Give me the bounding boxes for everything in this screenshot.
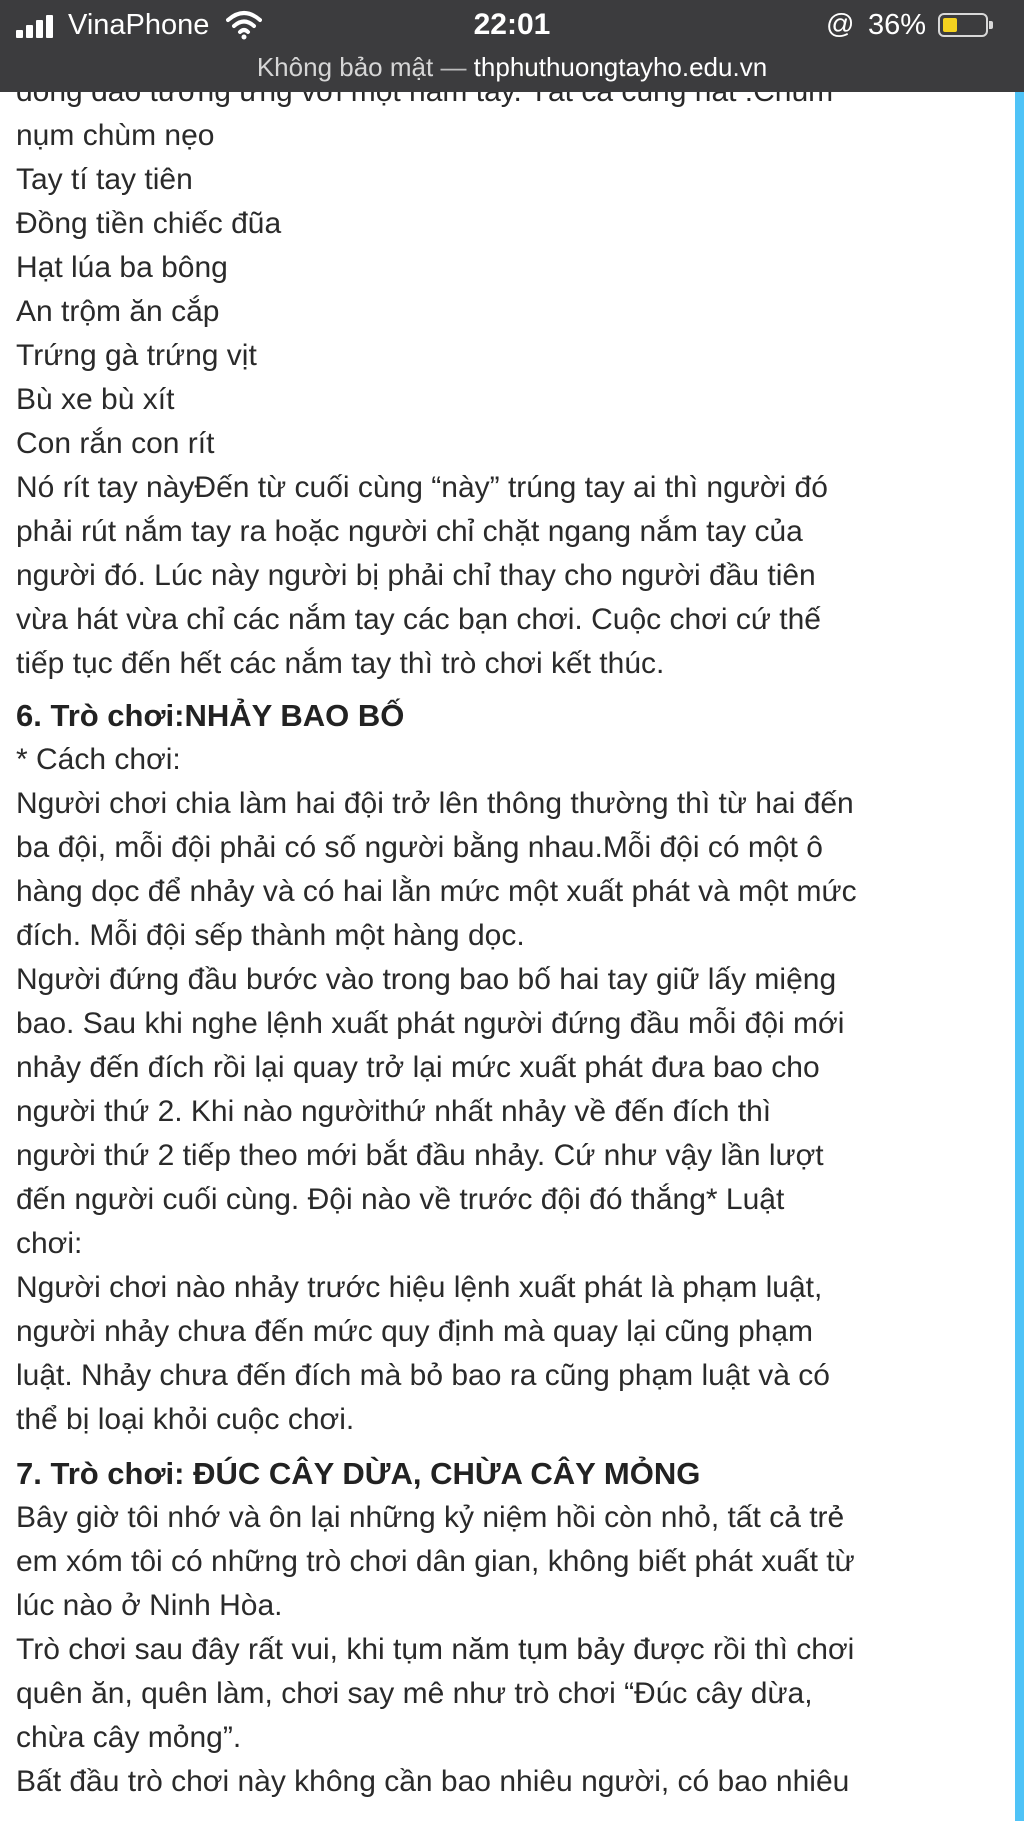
text-line: nhảy đến đích rồi lại quay trở lại mức xuất phát đưa bao cho: [16, 1051, 820, 1084]
text-line: tiếp tục đến hết các nắm tay thì trò chơi kết thúc.: [16, 647, 665, 680]
text-line: lúc nào ở Ninh Hòa.: [16, 1589, 283, 1622]
text-line: ba đội, mỗi đội phải có số người bằng nhau.Mỗi đội có một ô: [16, 831, 823, 864]
text-line: nụm chùm nẹo: [16, 119, 215, 152]
text-line: Tay tí tay tiên: [16, 163, 193, 196]
text-line: luật. Nhảy chưa đến đích mà bỏ bao ra cũng phạm luật và có: [16, 1359, 830, 1392]
battery-icon: [938, 13, 988, 37]
text-line: Trò chơi sau đây rất vui, khi tụm năm tụm bảy được rồi thì chơi: [16, 1633, 855, 1666]
article-content: [16, 70, 984, 1804]
text-line: Người đứng đầu bước vào trong bao bố hai tay giữ lấy miệng: [16, 963, 837, 996]
browser-top-bar: [0, 0, 1024, 92]
text-line: Nó rít tay nàyĐến từ cuối cùng “này” trúng tay ai thì người đó: [16, 471, 828, 504]
text-line: chơi:: [16, 1227, 83, 1260]
status-bar: [0, 0, 1024, 52]
section-6-body: [16, 738, 984, 1442]
section-7-heading: 7. Trò chơi: ĐÚC CÂY DỪA, CHỪA CÂY MỎNG: [16, 1456, 701, 1491]
text-line: thể bị loại khỏi cuộc chơi.: [16, 1403, 355, 1436]
text-line: bao. Sau khi nghe lệnh xuất phát người đứng đầu mỗi đội mới: [16, 1007, 845, 1040]
text-line: người đó. Lúc này người bị phải chỉ thay cho người đầu tiên: [16, 559, 816, 592]
text-line: Bây giờ tôi nhớ và ôn lại những kỷ niệm hồi còn nhỏ, tất cả trẻ: [16, 1501, 845, 1534]
text-line: Trứng gà trứng vịt: [16, 339, 257, 372]
text-line: em xóm tôi có những trò chơi dân gian, không biết phát xuất từ: [16, 1545, 855, 1578]
text-line: Bất đầu trò chơi này không cần bao nhiêu người, có bao nhiêu: [16, 1765, 850, 1798]
text-line: đến người cuối cùng. Đội nào về trước đội đó thắng* Luật: [16, 1183, 785, 1216]
text-line: Con rắn con rít: [16, 427, 215, 460]
text-line: người thứ 2. Khi nào ngườithứ nhất nhảy về đến đích thì: [16, 1095, 772, 1128]
text-line: người nhảy chưa đến mức quy định mà quay lại cũng phạm: [16, 1315, 814, 1348]
address-bar[interactable]: [0, 52, 1024, 83]
section-7-body: [16, 1496, 984, 1804]
security-label: Không bảo mật: [256, 52, 434, 82]
carrier-name: VinaPhone: [68, 9, 210, 41]
article-intro: [16, 70, 984, 686]
text-line: quên ăn, quên làm, chơi say mê như trò chơi “Đúc cây dừa,: [16, 1677, 813, 1710]
text-line: An trộm ăn cắp: [16, 295, 220, 328]
battery-percent: 36%: [868, 9, 927, 41]
text-line: Người chơi chia làm hai đội trở lên thông thường thì từ hai đến: [16, 787, 854, 820]
text-line: hàng dọc để nhảy và có hai lằn mức một xuất phát và một mức: [16, 875, 857, 908]
text-line: Đồng tiền chiếc đũa: [16, 207, 282, 240]
text-line: đích. Mỗi đội sếp thành một hàng dọc.: [16, 919, 525, 952]
orientation-lock-icon: @: [826, 8, 855, 39]
text-line: Người chơi nào nhảy trước hiệu lệnh xuất phát là phạm luật,: [16, 1271, 823, 1304]
section-6-heading: 6. Trò chơi:NHẢY BAO BỐ: [16, 698, 405, 733]
url-separator: —: [440, 52, 467, 82]
page-scrollbar[interactable]: [1015, 92, 1024, 1821]
text-line: Bù xe bù xít: [16, 383, 175, 416]
text-line: người thứ 2 tiếp theo mới bắt đầu nhảy. Cứ như vậy lần lượt: [16, 1139, 824, 1172]
text-line: chừa cây mỏng”.: [16, 1721, 242, 1754]
url-domain: thphuthuongtayho.edu.vn: [473, 52, 768, 82]
text-line: phải rút nắm tay ra hoặc người chỉ chặt ngang nắm tay của: [16, 515, 803, 548]
text-line: Hạt lúa ba bông: [16, 251, 228, 284]
text-line: vừa hát vừa chỉ các nắm tay các bạn chơi. Cuộc chơi cứ thế: [16, 603, 821, 636]
text-line: * Cách chơi:: [16, 743, 181, 776]
status-time: 22:01: [473, 8, 551, 41]
